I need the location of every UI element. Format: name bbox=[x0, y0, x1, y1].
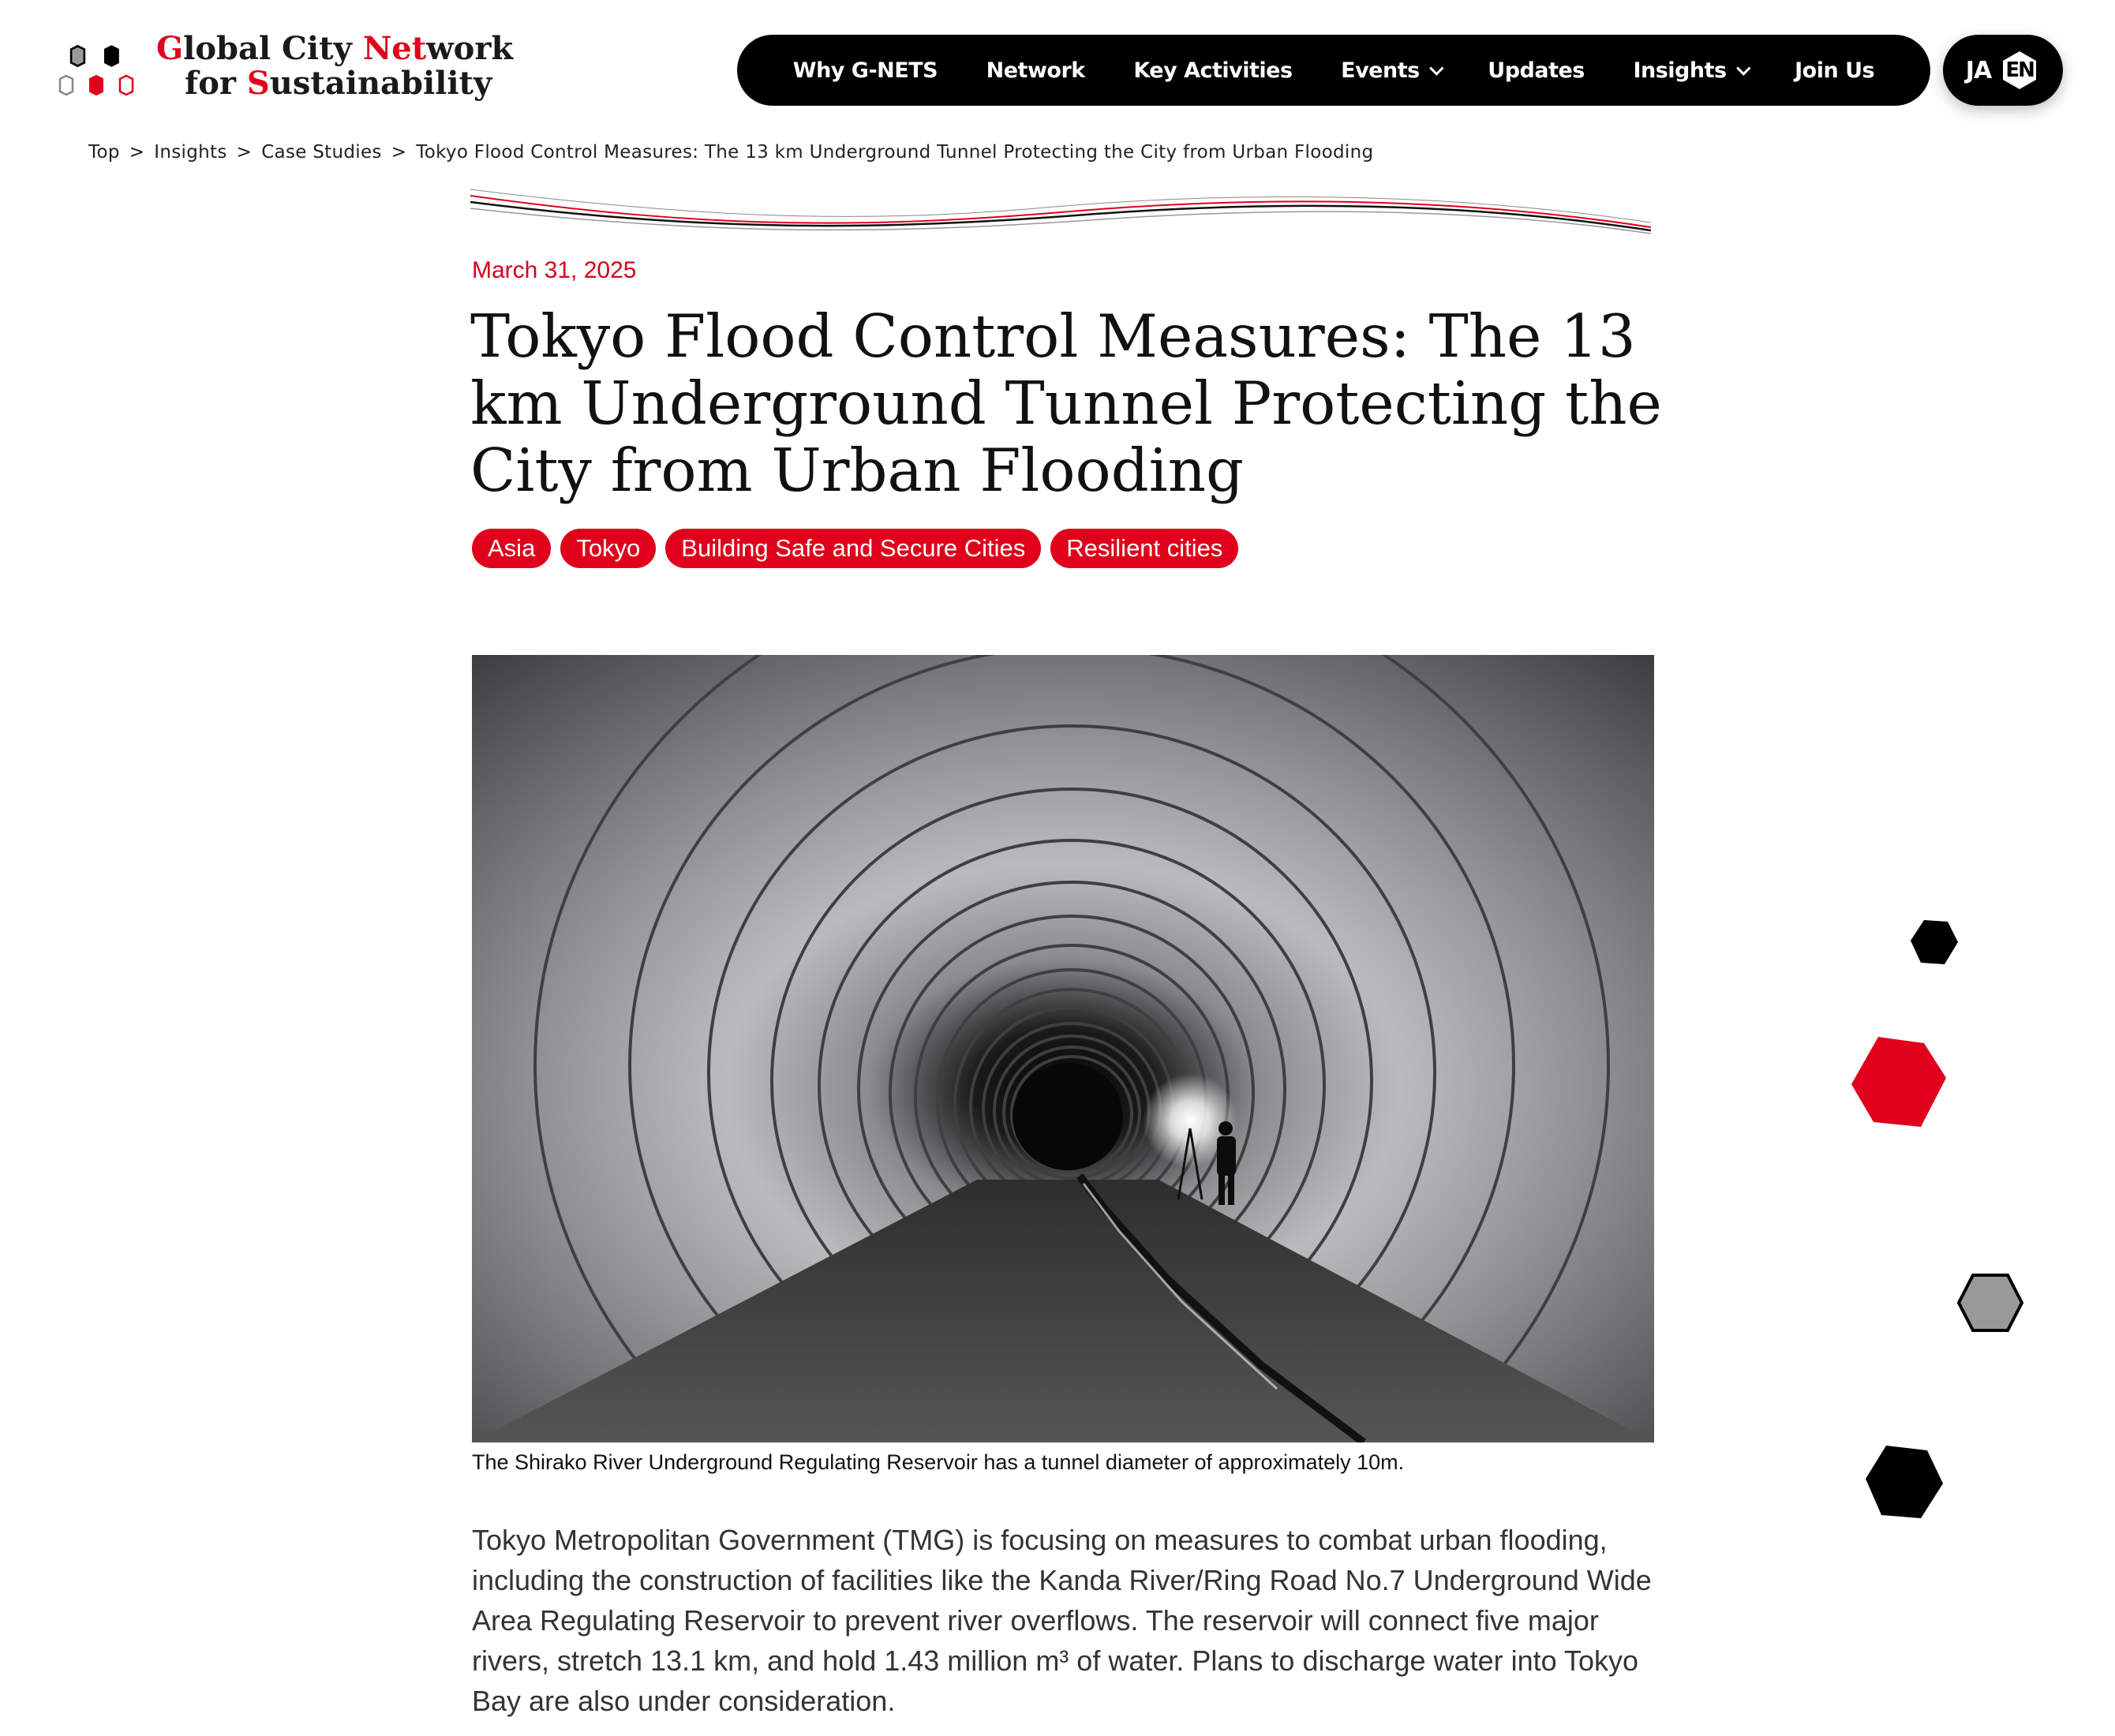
language-ja-link[interactable]: JA bbox=[1965, 56, 1992, 84]
nav-label: Key Activities bbox=[1133, 58, 1293, 83]
breadcrumb-separator: > bbox=[391, 142, 407, 163]
breadcrumb-current: Tokyo Flood Control Measures: The 13 km Underground Tunnel Protecting the City from Urban Flooding bbox=[416, 142, 1374, 163]
nav-updates[interactable] bbox=[1488, 58, 1585, 83]
nav-label: Join Us bbox=[1795, 58, 1875, 83]
breadcrumb-insights[interactable]: Insights bbox=[154, 142, 227, 163]
nav-label: Updates bbox=[1488, 58, 1585, 83]
tunnel-photo bbox=[472, 655, 1654, 1442]
breadcrumb bbox=[88, 142, 1373, 163]
breadcrumb-separator: > bbox=[129, 142, 145, 163]
tag-resilient-cities[interactable]: Resilient cities bbox=[1050, 529, 1238, 568]
logo-line1-part-0: G bbox=[156, 30, 184, 67]
nav-events[interactable] bbox=[1341, 58, 1439, 83]
decorative-hexagon-red-icon bbox=[1847, 1032, 1949, 1135]
nav-insights[interactable] bbox=[1633, 58, 1746, 83]
logo-line1-part-3: work bbox=[426, 30, 514, 67]
nav-label: Insights bbox=[1633, 58, 1727, 83]
article-hero-image bbox=[472, 655, 1654, 1442]
decorative-hexagon-gray-icon bbox=[1956, 1272, 2025, 1334]
nav-label: Network bbox=[986, 58, 1085, 83]
article-title: Tokyo Flood Control Measures: The 13 km Underground Tunnel Protecting the City from Urban Flooding bbox=[470, 301, 1662, 505]
article-tags bbox=[472, 529, 1238, 568]
nav-label: Events bbox=[1341, 58, 1420, 83]
logo-title-line1 bbox=[156, 32, 513, 66]
logo-line2-part-0: for bbox=[185, 65, 247, 102]
nav-network[interactable] bbox=[986, 58, 1085, 83]
decorative-hexagon-black-icon bbox=[1908, 917, 1960, 969]
tag-building-safe-secure-cities[interactable]: Building Safe and Secure Cities bbox=[665, 529, 1041, 568]
logo-line1-part-1: lobal City bbox=[183, 30, 363, 67]
article-body-paragraph: Tokyo Metropolitan Government (TMG) is focusing on measures to combat urban flooding, including the construction of facilities like the Kanda River/Ring Road No.7 Underground Wide Area Regulating Reservoir to prevent river overflows. The reservoir will connect five major rivers, stretch 13.1 km, and hold 1.43 million m³ of water. Plans to discharge water into Tokyo Bay are also under consideration. bbox=[472, 1524, 1652, 1717]
logo-line2-part-1: S bbox=[246, 65, 270, 102]
image-caption: The Shirako River Underground Regulating Reservoir has a tunnel diameter of approximately 10m. bbox=[472, 1450, 1405, 1474]
main-navigation bbox=[737, 35, 1930, 106]
hexagon-logo-icon bbox=[57, 38, 159, 104]
article-date: March 31, 2025 bbox=[472, 257, 637, 283]
tag-tokyo[interactable]: Tokyo bbox=[560, 529, 656, 568]
language-en-label: EN bbox=[2005, 58, 2034, 82]
tag-asia[interactable]: Asia bbox=[472, 529, 551, 568]
language-en-active[interactable] bbox=[1999, 50, 2040, 91]
site-logo[interactable] bbox=[57, 30, 514, 109]
nav-why-gnets[interactable] bbox=[793, 58, 938, 83]
breadcrumb-separator: > bbox=[236, 142, 253, 163]
breadcrumb-top[interactable]: Top bbox=[88, 142, 120, 163]
chevron-down-icon bbox=[1429, 61, 1443, 75]
logo-line1-part-2: Net bbox=[362, 30, 427, 67]
decorative-hexagon-black-large-icon bbox=[1864, 1442, 1945, 1521]
logo-title-line2 bbox=[156, 66, 513, 101]
logo-line2-part-2: ustainability bbox=[269, 65, 492, 102]
chevron-down-icon bbox=[1736, 61, 1750, 75]
breadcrumb-case-studies[interactable]: Case Studies bbox=[261, 142, 382, 163]
decorative-wave-lines bbox=[470, 174, 1651, 237]
nav-join-us[interactable] bbox=[1795, 58, 1874, 83]
language-switcher bbox=[1943, 35, 2063, 106]
nav-label: Why G-NETS bbox=[792, 58, 938, 83]
nav-key-activities[interactable] bbox=[1133, 58, 1292, 83]
